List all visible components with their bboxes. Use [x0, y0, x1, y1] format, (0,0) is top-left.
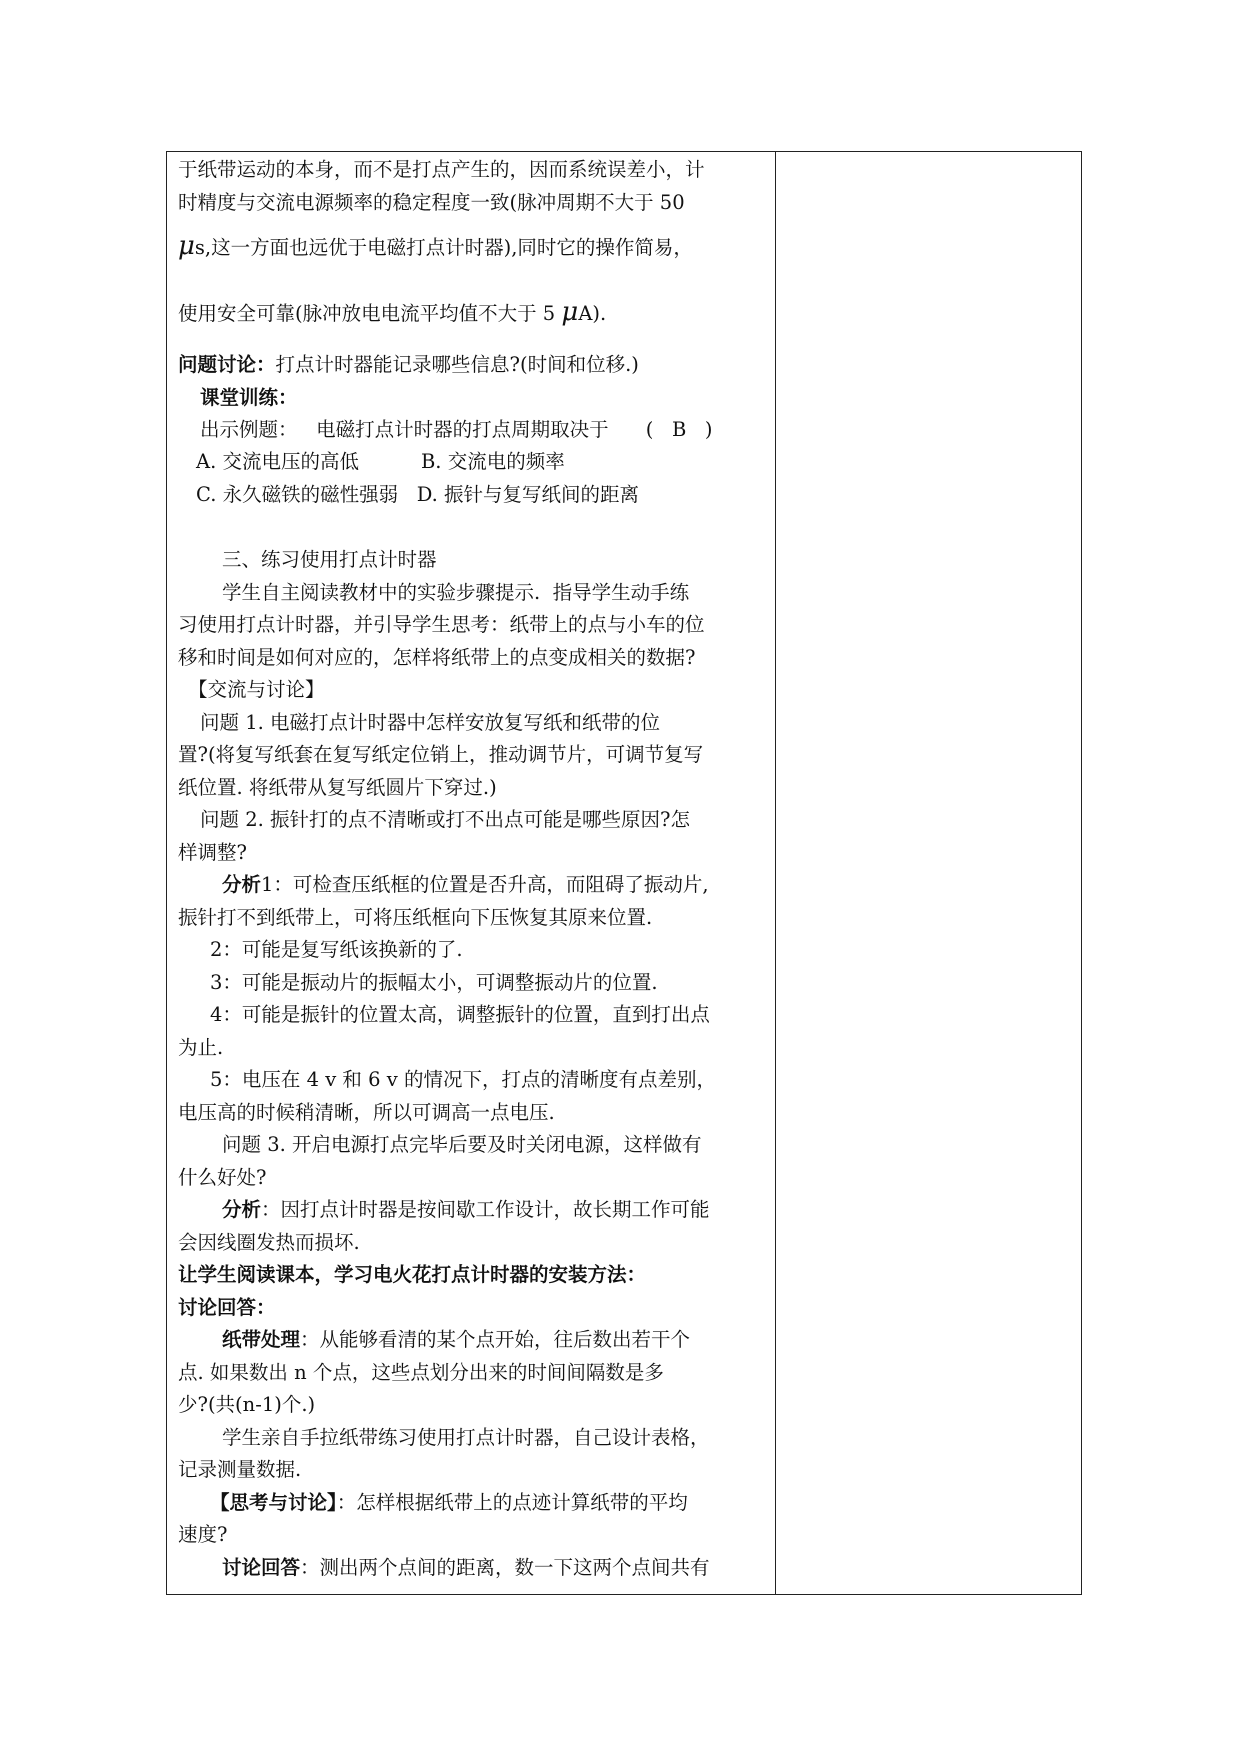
- text-line: [222, 1556, 710, 1580]
- bold-label: 讨论回答: [222, 1556, 301, 1579]
- text-fragment: ：因打点计时器是按间歇工作设计，故长期工作可能: [261, 1198, 710, 1221]
- column-divider: [775, 151, 776, 1595]
- text-line: 什么好处?: [178, 1166, 267, 1189]
- text-line: 5：电压在 4 v 和 6 v 的情况下，打点的清晰度有点差别，: [210, 1068, 716, 1091]
- text-line: 为止.: [178, 1036, 224, 1059]
- text-fragment: ：怎样根据纸带上的点迹计算纸带的平均: [336, 1491, 688, 1514]
- text-line: [178, 231, 693, 261]
- text-line: 学生自主阅读教材中的实验步骤提示. 指导学生动手练: [222, 581, 690, 604]
- text-line: C. 永久磁铁的磁性强弱 D. 振针与复写纸间的距离: [196, 483, 640, 506]
- text-line: 电压高的时候稍清晰，所以可调高一点电压.: [178, 1101, 555, 1124]
- bold-label: 【思考与讨论】: [210, 1491, 337, 1514]
- text-line: 点. 如果数出 n 个点，这些点划分出来的时间间隔数是多: [178, 1361, 664, 1384]
- text-fragment: ：测出两个点间的距离，数一下这两个点间共有: [300, 1556, 710, 1579]
- text-line: 问题 1. 电磁打点计时器中怎样安放复写纸和纸带的位: [200, 711, 661, 734]
- text-line: 【交流与讨论】: [188, 678, 325, 701]
- section-heading: 三、练习使用打点计时器: [222, 548, 437, 571]
- text-line: 学生亲自手拉纸带练习使用打点计时器，自己设计表格，: [222, 1426, 710, 1449]
- text-fragment: 使用安全可靠(脉冲放电电流平均值不大于 5: [178, 302, 562, 325]
- text-line: 时精度与交流电源频率的稳定程度一致(脉冲周期不大于 50: [178, 191, 685, 214]
- text-line: 习使用打点计时器，并引导学生思考：纸带上的点与小车的位: [178, 613, 705, 636]
- mu-symbol: μ: [178, 231, 195, 261]
- bold-label: 分析: [222, 1198, 262, 1221]
- text-line: 问题 3. 开启电源打点完毕后要及时关闭电源，这样做有: [222, 1133, 702, 1156]
- text-line: [222, 1328, 690, 1352]
- text-line: 置?(将复写纸套在复写纸定位销上，推动调节片，可调节复写: [178, 743, 704, 766]
- section-heading: 课堂训练：: [200, 386, 298, 409]
- bold-label: 纸带处理: [222, 1328, 301, 1351]
- text-line: 移和时间是如何对应的，怎样将纸带上的点变成相关的数据?: [178, 646, 696, 669]
- text-line: [222, 1198, 710, 1222]
- text-line: [222, 873, 709, 897]
- bold-heading: 讨论回答：: [178, 1296, 276, 1319]
- text-line: 问题 2. 振针打的点不清晰或打不出点可能是哪些原因?怎: [200, 808, 690, 831]
- text-fragment: s,这一方面也远优于电磁打点计时器),同时它的操作简易，: [194, 236, 693, 259]
- text-line: 会因线圈发热而损坏.: [178, 1231, 360, 1254]
- text-line: 样调整?: [178, 841, 247, 864]
- text-line: [178, 353, 639, 377]
- text-line: [210, 1491, 688, 1515]
- text-line: 记录测量数据.: [178, 1458, 302, 1481]
- text-line: 4：可能是振针的位置太高，调整振针的位置，直到打出点: [210, 1003, 710, 1026]
- text-fragment: 1：可检查压纸框的位置是否升高，而阻碍了振动片,: [261, 873, 709, 896]
- text-fragment: 打点计时器能记录哪些信息?(时间和位移.): [275, 353, 639, 376]
- bold-label: 分析: [222, 873, 262, 896]
- text-line: 3：可能是振动片的振幅太小，可调整振动片的位置.: [210, 971, 658, 994]
- text-line: [178, 297, 607, 327]
- text-fragment: ：从能够看清的某个点开始，往后数出若干个: [300, 1328, 691, 1351]
- text-line: 2：可能是复写纸该换新的了.: [210, 938, 463, 961]
- text-line: 于纸带运动的本身，而不是打点产生的，因而系统误差小，计: [178, 158, 705, 181]
- text-line: 出示例题： 电磁打点计时器的打点周期取决于 ( B ): [200, 418, 713, 441]
- bold-heading: 让学生阅读课本，学习电火花打点计时器的安装方法：: [178, 1263, 647, 1286]
- text-line: A. 交流电压的高低 B. 交流电的频率: [196, 450, 565, 473]
- bold-label: 问题讨论：: [178, 353, 276, 376]
- mu-symbol: μ: [561, 297, 579, 327]
- text-line: 纸位置. 将纸带从复写纸圆片下穿过.): [178, 776, 497, 799]
- text-line: 速度?: [178, 1523, 228, 1546]
- text-line: 少?(共(n-1)个.): [178, 1393, 316, 1416]
- text-line: 振针打不到纸带上，可将压纸框向下压恢复其原来位置.: [178, 906, 653, 929]
- text-fragment: A).: [578, 302, 607, 325]
